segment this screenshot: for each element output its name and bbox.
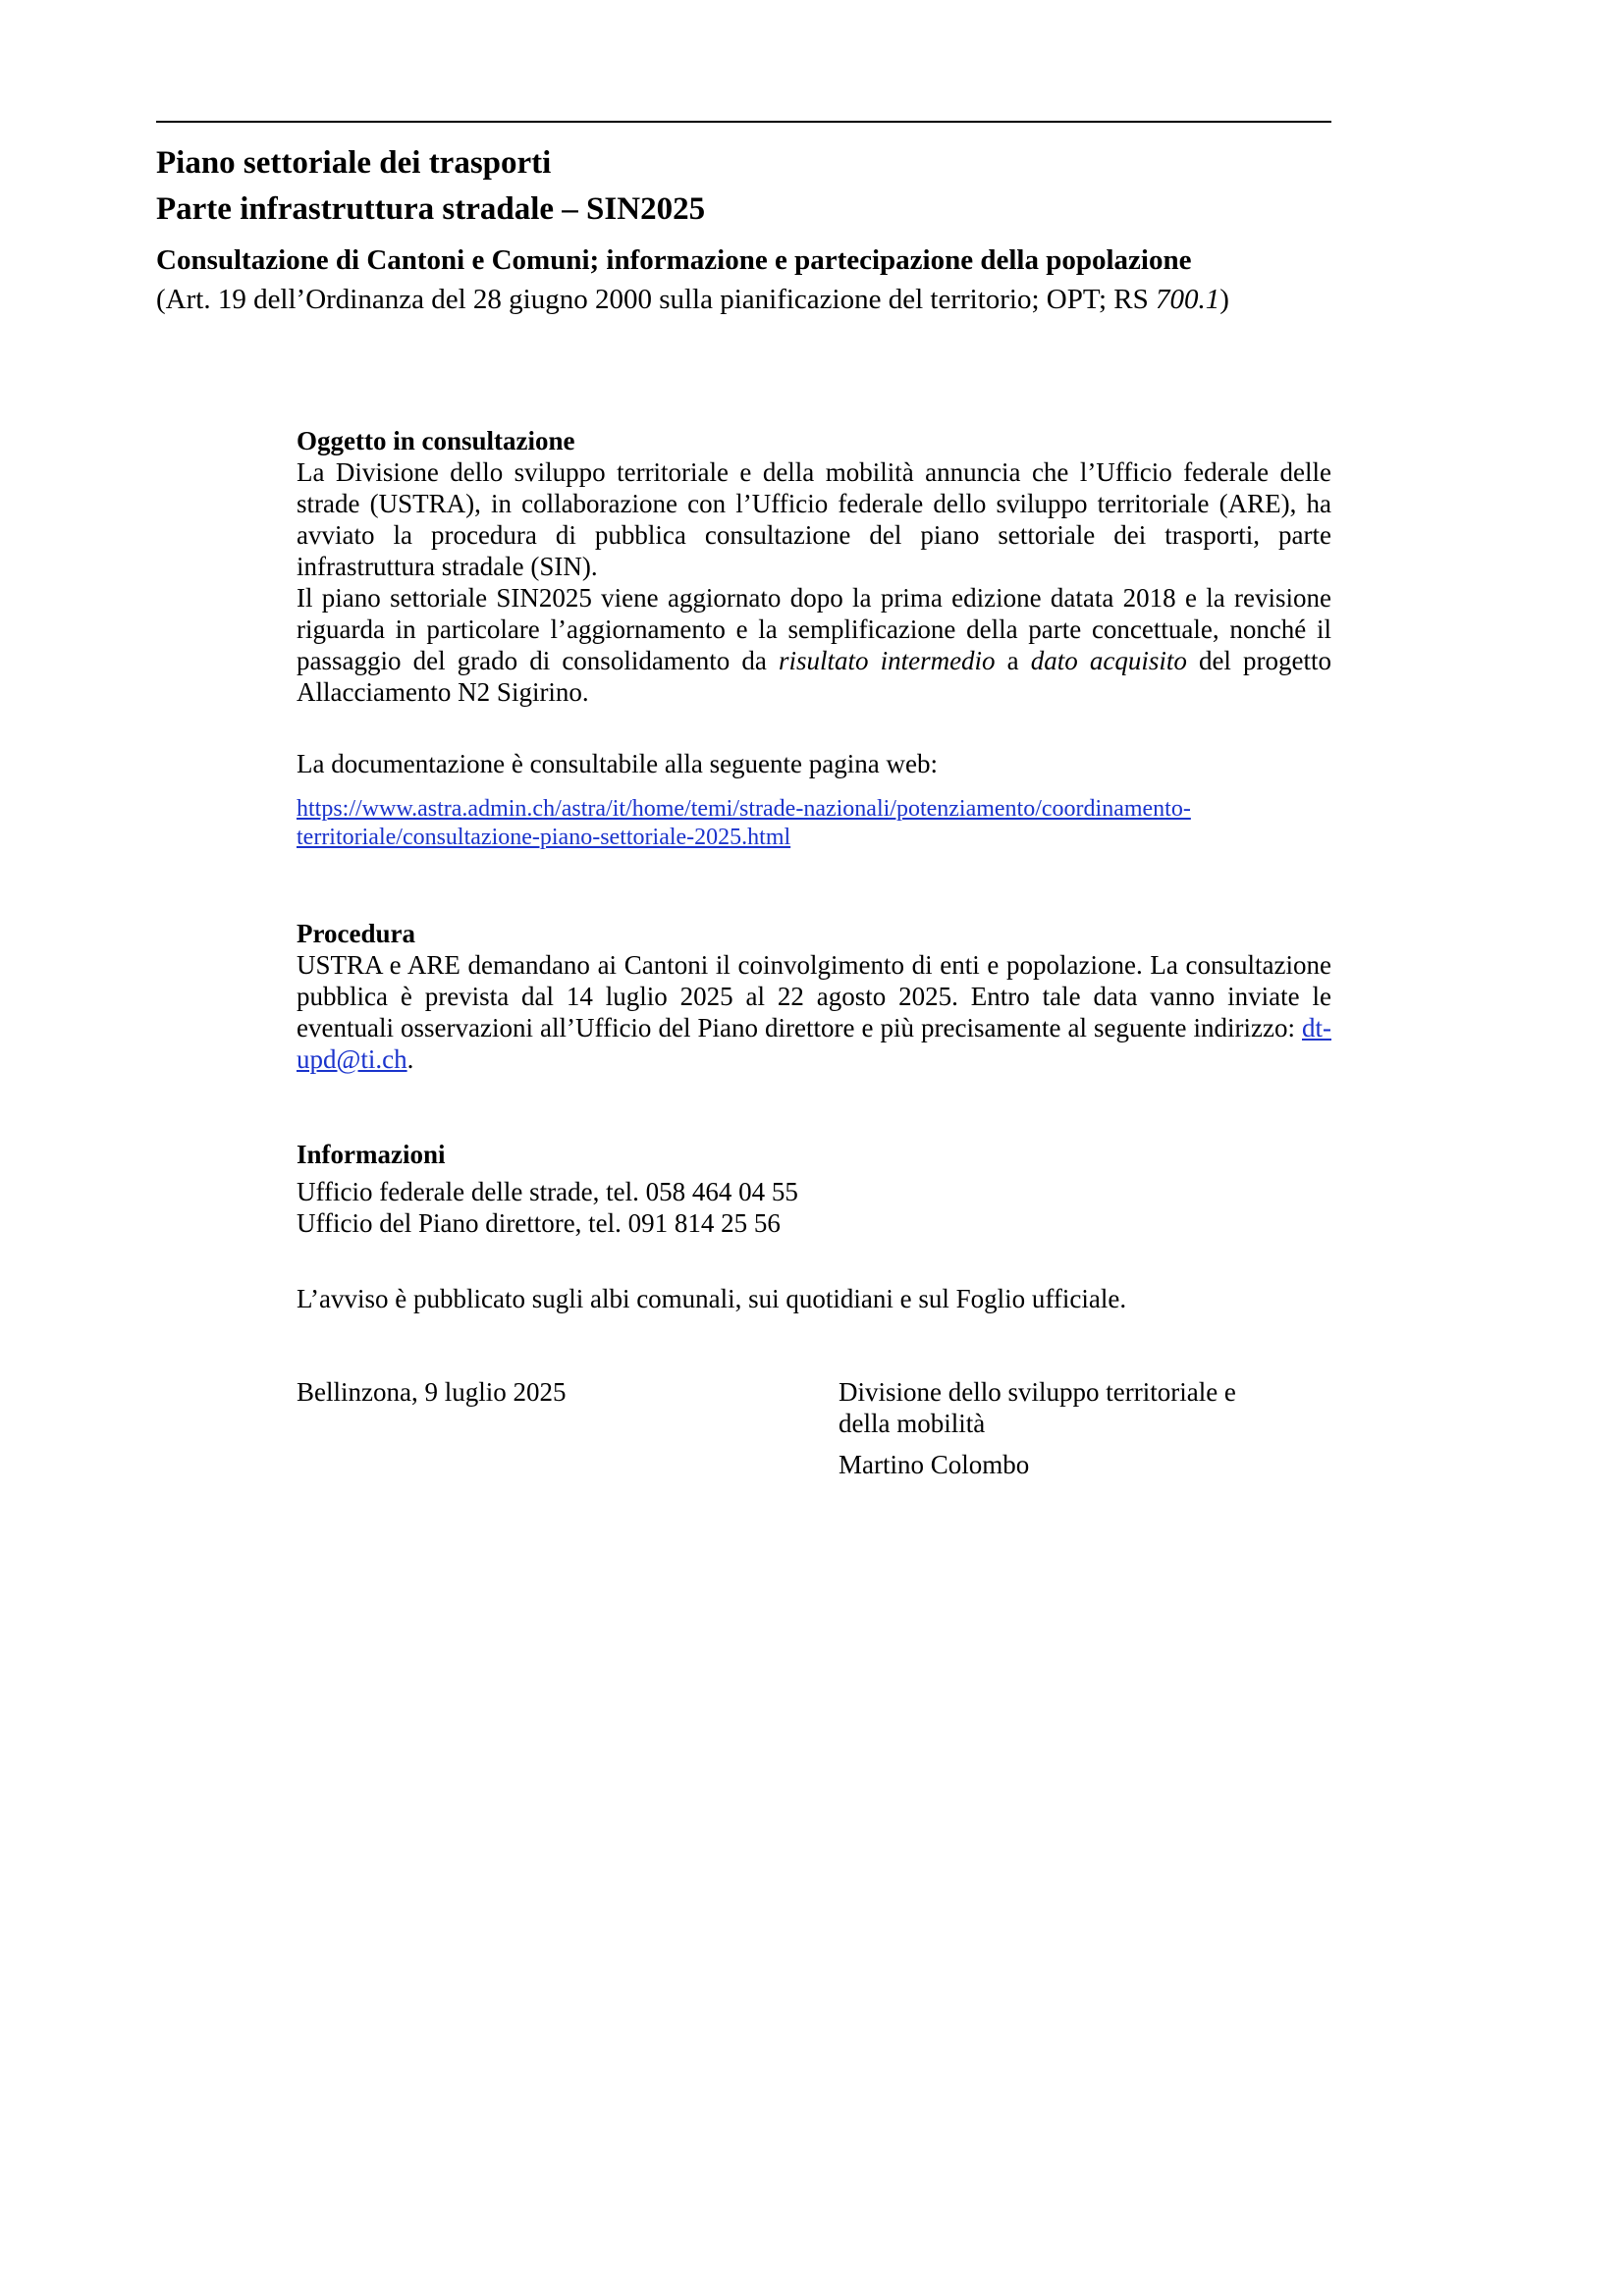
section-heading-informazioni: Informazioni [297,1140,446,1169]
oggetto-p2-italic-1: risultato intermedio [778,646,996,675]
section-informazioni [297,1139,1331,1239]
documentation-link-line-2[interactable]: territoriale/consultazione-piano-settoriale-2025.html [297,825,791,850]
procedura-text: USTRA e ARE demandano ai Cantoni il coinvolgimento di enti e popolazione. La consultazione pubblica è prevista dal 14 luglio 2025 al 22 agosto 2025. Entro tale data vanno inviate le eventuali osservazioni all’Ufficio del Piano direttore e più precisamente al seguente indirizzo: [297,950,1331,1042]
documentation-note [297,748,1331,779]
procedura-text-end: . [406,1044,414,1074]
oggetto-p2-italic-2: dato acquisito [1030,646,1187,675]
header-rule [156,121,1331,123]
publication-notice-block [297,1283,1331,1314]
contact-line-ustra: Ufficio federale delle strade, tel. 058 464 04 55 [297,1177,798,1206]
legal-prefix: (Art. 19 dell’Ordinanza del 28 giugno 2000 sulla pianificazione del territorio; OPT; RS [156,284,1157,315]
oggetto-p2-text-c: del progetto Allacciamento N2 Sigirino. [297,646,1331,707]
section-oggetto [297,425,1331,708]
document-header [156,140,1334,319]
documentation-line: La documentazione è consultabile alla seguente pagina web: [297,749,938,778]
signer-name: Martino Colombo [839,1450,1030,1479]
oggetto-paragraph-2 [297,582,1331,708]
section-heading-oggetto: Oggetto in consultazione [297,426,575,455]
document-subtitle: Consultazione di Cantoni e Comuni; informazione e partecipazione della popolazione [156,244,1192,276]
division-line-2: della mobilità [839,1409,986,1438]
division-name [839,1376,1310,1439]
legal-code: 700.1 [1156,284,1220,315]
publication-notice: L’avviso è pubblicato sugli albi comunali, sui quotidiani e sul Foglio ufficiale. [297,1284,1127,1313]
legal-suffix: ) [1219,284,1229,315]
legal-reference [156,280,1334,319]
email-link[interactable]: dt-upd@ti.ch [297,1013,1331,1074]
contact-line-piano: Ufficio del Piano direttore, tel. 091 814 25 56 [297,1208,781,1238]
oggetto-p2-text-a: Il piano settoriale SIN2025 viene aggiornato dopo la prima edizione datata 2018 e la revisione riguarda in particolare l’aggiornamento e la semplificazione della parte concettuale, nonché il passaggio del grado di consolidamento da [297,583,1331,675]
documentation-link-line-1[interactable]: https://www.astra.admin.ch/astra/it/home/temi/strade-nazionali/potenziamento/coordinamento- [297,796,1191,822]
place-date: Bellinzona, 9 luglio 2025 [297,1377,567,1407]
signatory [839,1376,1310,1480]
oggetto-paragraph-1: La Divisione dello sviluppo territoriale e della mobilità annuncia che l’Ufficio federale delle strade (USTRA), in collaborazione con l’Ufficio federale dello sviluppo territoriale (ARE), ha avviato la procedura di pubblica consultazione del piano settoriale dei trasporti, parte infrastruttura stradale (SIN). [297,457,1331,581]
section-procedura [297,918,1331,1075]
title-line-2: Parte infrastruttura stradale – SIN2025 [156,191,706,227]
title-line-1: Piano settoriale dei trasporti [156,145,552,181]
documentation-link[interactable] [297,795,1331,852]
section-heading-procedura: Procedura [297,919,415,948]
division-line-1: Divisione dello sviluppo territoriale e [839,1377,1236,1407]
document-title [156,140,1334,233]
procedura-paragraph [297,949,1331,1075]
documentation-link-block [297,795,1331,852]
oggetto-p2-text-b: a [995,646,1031,675]
